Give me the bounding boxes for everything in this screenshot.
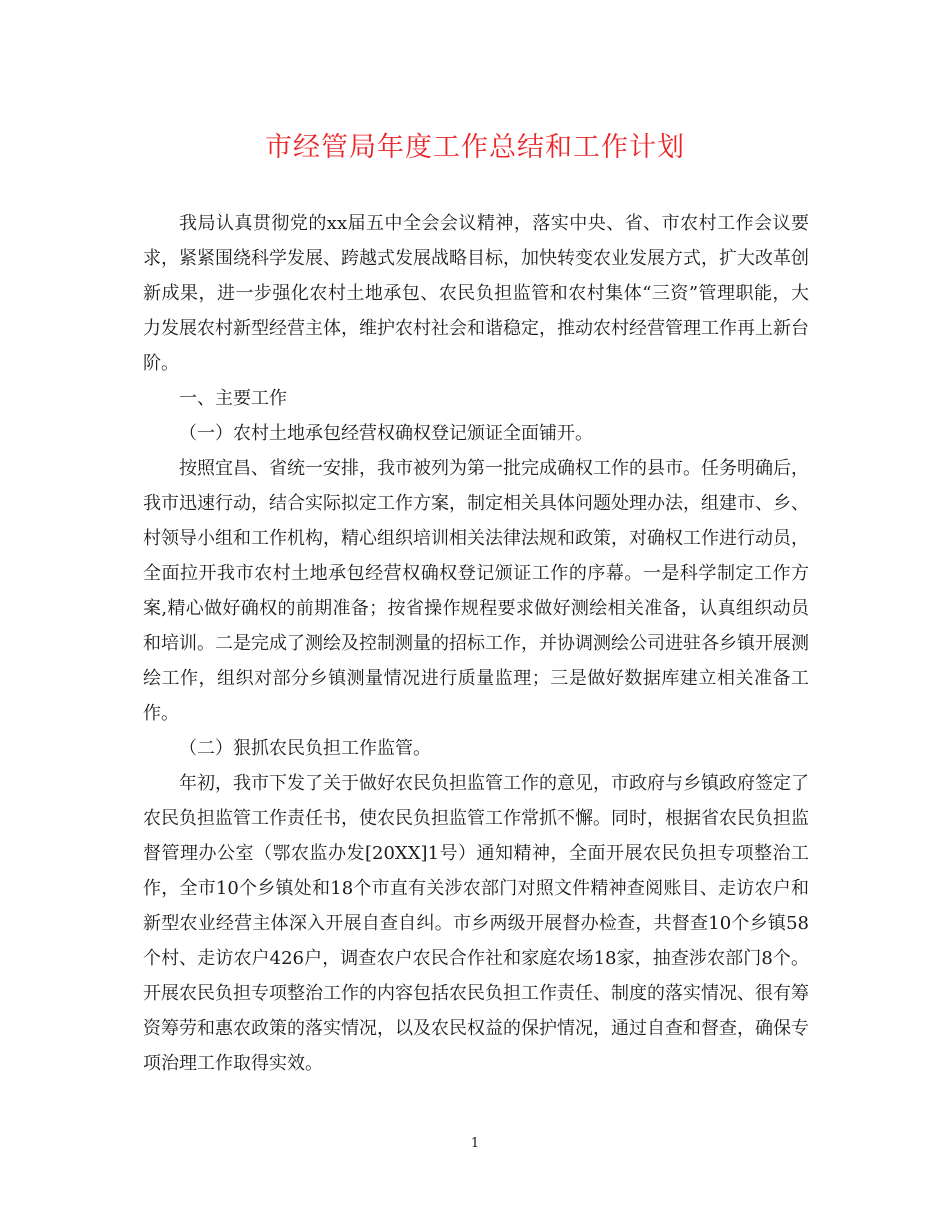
- land-contract-paragraph: 按照宜昌、省统一安排，我市被列为第一批完成确权工作的县市。任务明确后，我市迅速行动，结合实际拟定工作方案，制定相关具体问题处理办法，组建市、乡、村领导小组和工作机构，精心组织培训相关法律法规和政策，对确权工作进行动员，全面拉开我市农村土地承包经营权确权登记颁证工作的序幕。一是科学制定工作方案,精心做好确权的前期准备；按省操作规程要求做好测绘相关准备，认真组织动员和培训。二是完成了测绘及控制测量的招标工作，并协调测绘公司进驻各乡镇开展测绘工作，组织对部分乡镇测量情况进行质量监理；三是做好数据库建立相关准备工作。: [143, 458, 809, 724]
- document-title: 市经管局年度工作总结和工作计划: [265, 132, 685, 163]
- farmer-burden-paragraph: 年初，我市下发了关于做好农民负担监管工作的意见，市政府与乡镇政府签定了农民负担监管工作责任书，使农民负担监管工作常抓不懈。同时，根据省农民负担监督管理办公室（鄂农监办发[20XX]1号）通知精神，全面开展农民负担专项整治工作，全市10个乡镇处和18个市直有关涉农部门对照文件精神查阅账目、走访农户和新型农业经营主体深入开展自查自纠。市乡两级开展督办检查，共督查10个乡镇58个村、走访农户426户，调查农户农民合作社和家庭农场18家，抽查涉农部门8个。开展农民负担专项整治工作的内容包括农民负担工作责任、制度的落实情况、很有筹资筹劳和惠农政策的落实情况，以及农民权益的保护情况，通过自查和督查，确保专项治理工作取得实效。: [143, 773, 809, 1074]
- document-body: [143, 206, 809, 1081]
- page-number: 1: [470, 1136, 480, 1151]
- subsection-heading-1: （一）农村土地承包经营权确权登记颁证全面铺开。: [179, 423, 593, 444]
- intro-paragraph: 我局认真贯彻党的xx届五中全会会议精神，落实中央、省、市农村工作会议要求，紧紧围绕科学发展、跨越式发展战略目标，加快转变农业发展方式，扩大改革创新成果，进一步强化农村土地承包、农民负担监管和农村集体“三资”管理职能，大力发展农村新型经营主体，维护农村社会和谐稳定，推动农村经营管理工作再上新台阶。: [143, 213, 809, 374]
- subsection-heading-2: （二）狠抓农民负担工作监管。: [179, 738, 431, 759]
- section-heading-main-work: 一、主要工作: [179, 388, 287, 409]
